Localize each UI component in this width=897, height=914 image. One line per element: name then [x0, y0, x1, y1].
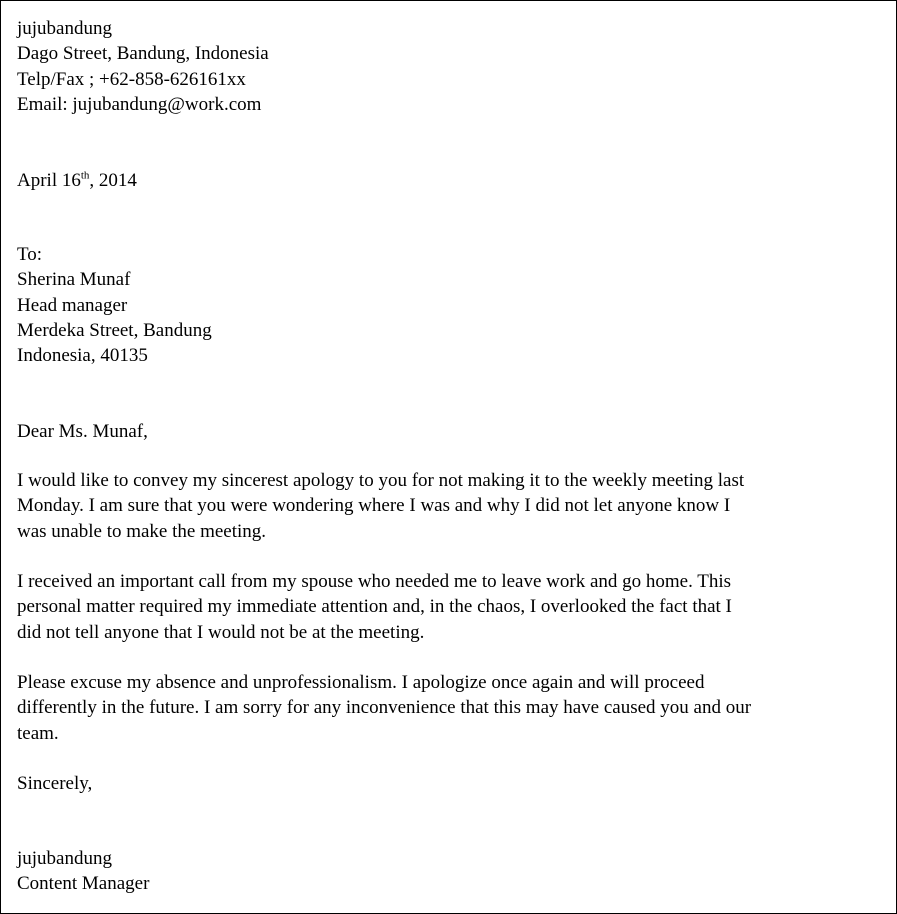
recipient-block [17, 242, 866, 368]
sender-address: Dago Street, Bandung, Indonesia [17, 43, 269, 65]
paragraph-line: Monday. I am sure that you were wondering where I was and why I did not let anyone know I [17, 495, 731, 517]
paragraph-line: personal matter required my immediate attention and, in the chaos, I overlooked the fact that I [17, 596, 732, 618]
salutation-text: Dear Ms. Munaf, [17, 421, 148, 442]
signature-name: jujubandung [17, 848, 112, 869]
paragraph-line: did not tell anyone that I would not be at the meeting. [17, 621, 425, 643]
recipient-to-label: To: [17, 244, 43, 265]
closing-text: Sincerely, [17, 773, 93, 794]
paragraph-line: Please excuse my absence and unprofessionalism. I apologize once again and will proceed [17, 672, 705, 693]
paragraph-line: team. [17, 722, 59, 744]
paragraph-line: was unable to make the meeting. [17, 520, 267, 542]
body-paragraph-2 [17, 569, 866, 645]
paragraph-line: I received an important call from my spouse who needed me to leave work and go home. This [17, 571, 732, 592]
letter-date [17, 168, 866, 193]
paragraph-line: I would like to convey my sincerest apology to you for not making it to the weekly meeting last [17, 470, 745, 491]
date-month-day: April 16 [17, 170, 81, 191]
sender-block [17, 16, 866, 117]
recipient-title: Head manager [17, 294, 128, 316]
sender-email: Email: jujubandung@work.com [17, 93, 262, 115]
body-paragraph-3 [17, 670, 866, 746]
salutation [17, 419, 866, 444]
signature-block [17, 846, 866, 897]
recipient-country-postal: Indonesia, 40135 [17, 345, 148, 367]
sender-name: jujubandung [17, 18, 112, 39]
closing [17, 771, 866, 796]
body-paragraph-1 [17, 468, 866, 544]
recipient-name: Sherina Munaf [17, 269, 131, 291]
paragraph-line: differently in the future. I am sorry for any inconvenience that this may have caused you and our [17, 697, 752, 719]
signature-title: Content Manager [17, 873, 150, 895]
date-year: , 2014 [89, 170, 137, 191]
recipient-street: Merdeka Street, Bandung [17, 319, 212, 341]
sender-phone: Telp/Fax ; +62-858-626161xx [17, 68, 246, 90]
date-suffix: th [80, 169, 90, 182]
